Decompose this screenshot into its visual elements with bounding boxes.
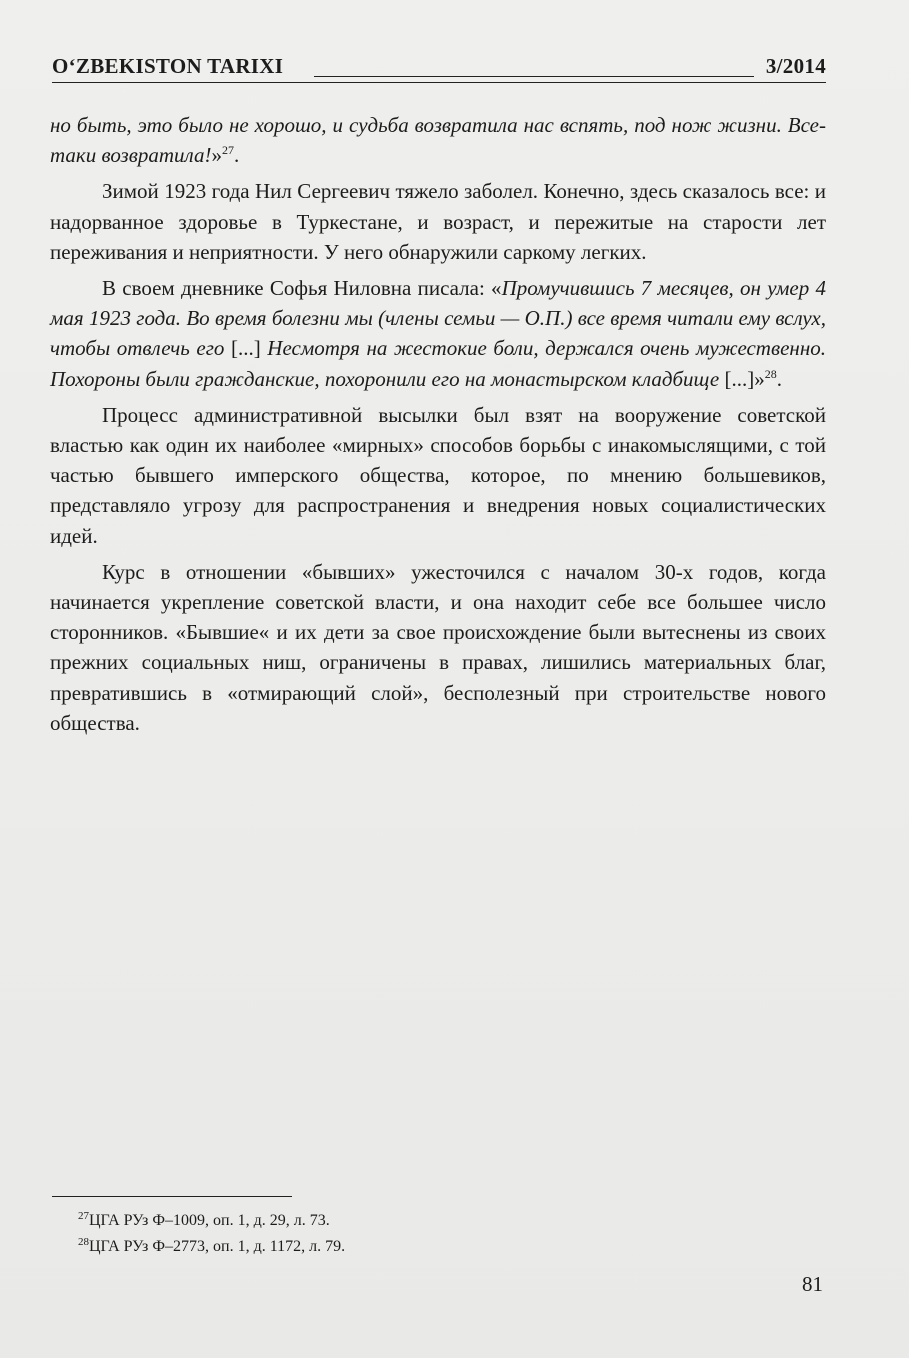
footnote-ref-27: 27 xyxy=(221,143,234,158)
paragraph-2: Зимой 1923 года Нил Сергеевич тяжело заболел. Конечно, здесь сказалось все: и надорванное здоровье в Туркестане, и возраст, и пережитые на старости лет переживания и неприятности. У него обнаружили саркому легких. xyxy=(50,179,826,264)
diary-quote-2: Несмотря на жестокие боли, держался очень мужественно. Похороны были гражданские, похоронили его на монастырском кладбище xyxy=(50,336,826,391)
footnote-text: ЦГА РУз Ф–2773, оп. 1, д. 1172, л. 79. xyxy=(89,1238,346,1255)
footnote-number: 28 xyxy=(78,1236,89,1248)
journal-title: O‘ZBEKISTON TARIXI xyxy=(52,54,284,78)
paragraph-3-lead: В своем дневнике Софья Ниловна писала: « xyxy=(102,276,502,301)
sentence-end: . xyxy=(776,366,783,391)
sentence-end: . xyxy=(233,143,240,168)
footnote-text: ЦГА РУз Ф–1009, оп. 1, д. 29, л. 73. xyxy=(89,1212,330,1229)
issue-number: 3/2014 xyxy=(765,54,826,78)
diary-quote-1: Промучившись 7 месяцев, он умер 4 мая 1923 года. Во время болезни мы (члены семьи — О.П.) все время читали ему вслух, чтобы отвлечь его xyxy=(50,276,826,361)
ellipsis-1: [...] xyxy=(224,336,268,361)
article-body xyxy=(50,110,826,738)
ellipsis-2: [...]» xyxy=(719,366,765,391)
quote-close: » xyxy=(211,143,222,168)
running-header xyxy=(52,50,826,84)
paragraph-1 xyxy=(50,110,826,170)
footnote-number: 27 xyxy=(78,1210,89,1222)
paragraph-5: Курс в отношении «бывших» ужесточился с началом 30-х годов, когда начинается укрепление советской власти, и она находит себе все большее число сторонников. «Бывшие« и их дети за свое происхождение были вытеснены из своих прежних социальных ниш, ограничены в правах, лишились материальных благ, превратившись в «отмирающий слой», бесполезный при строительстве нового общества. xyxy=(50,559,826,735)
paragraph-3 xyxy=(50,273,826,394)
footnote-28 xyxy=(78,1234,345,1260)
footnote-ref-28: 28 xyxy=(764,366,777,381)
page-number: 81 xyxy=(802,1272,823,1296)
footnote-rule xyxy=(52,1196,292,1197)
footnotes xyxy=(78,1208,345,1260)
paragraph-4: Процесс административной высылки был взят на вооружение советской властью как один их наиболее «мирных» способов борьбы с инакомыслящими, с той частью бывшего имперского общества, которое, по мнению большевиков, представляло угрозу для распространения и внедрения новых социалистических идей. xyxy=(50,402,826,548)
quote-text: но быть, это было не хорошо, и судьба возвратила нас вспять, под нож жизни. Все-таки возвратила! xyxy=(50,113,826,168)
footnote-27 xyxy=(78,1208,345,1234)
header-rule xyxy=(314,76,754,77)
header-underline xyxy=(52,82,826,83)
